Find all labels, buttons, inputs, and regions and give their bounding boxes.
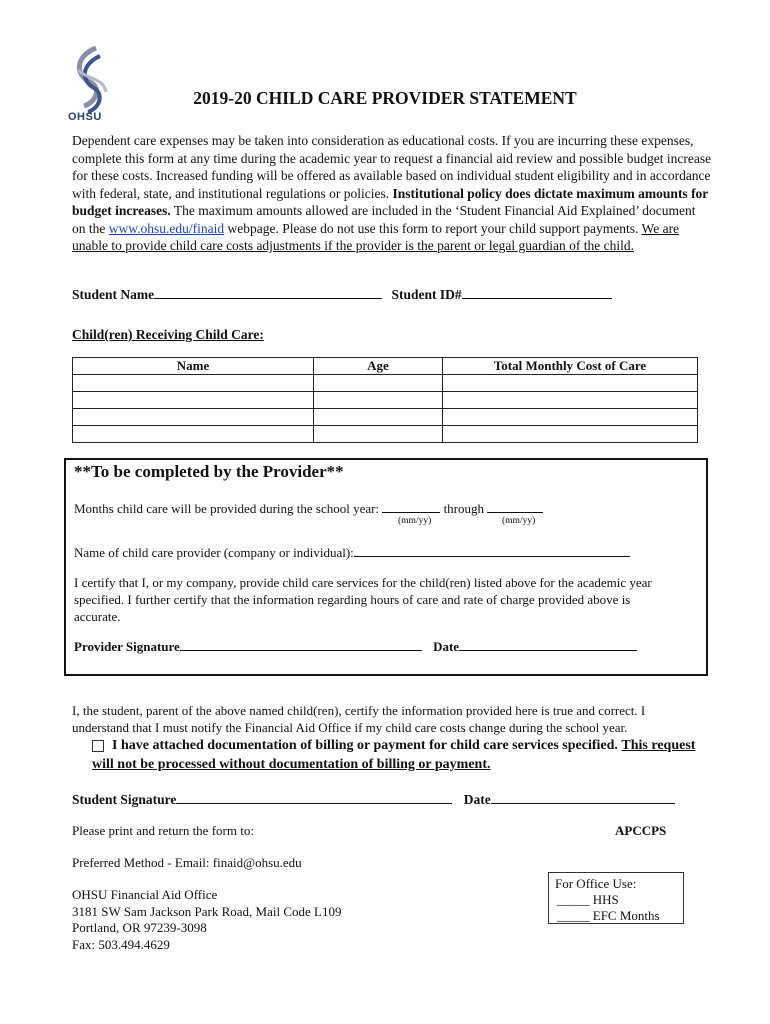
- student-signature-row: Student Signature Date: [72, 791, 675, 808]
- mailing-address: OHSU Financial Aid Office 3181 SW Sam Jackson Park Road, Mail Code L109 Portland, OR 97239-3098 Fax: 503.494.4629: [72, 887, 342, 952]
- return-label: Please print and return the form to:: [72, 823, 254, 838]
- months-from-field[interactable]: [382, 500, 440, 513]
- student-signature-field[interactable]: [176, 791, 452, 804]
- attach-checkbox[interactable]: [92, 740, 104, 752]
- col-cost: Total Monthly Cost of Care: [443, 358, 698, 375]
- intro-underlined: We are unable to provide child care costs adjustments if the provider is the parent or legal guardian of the child.: [72, 220, 680, 253]
- children-table: [72, 357, 698, 443]
- months-to-field[interactable]: [487, 500, 543, 513]
- provider-signature-field[interactable]: [180, 638, 422, 651]
- provider-name-field[interactable]: [354, 544, 630, 557]
- logo-text: OHSU: [68, 111, 102, 123]
- provider-certify: I certify that I, or my company, provide child care services for the child(ren) listed above for the academic year specified. I further certify that the information regarding hours of care and rate of charge provided above is accurate.: [74, 575, 652, 624]
- children-heading: Child(ren) Receiving Child Care:: [72, 327, 264, 342]
- office-use-box: For Office Use: _____ HHS _____ EFC Months: [548, 872, 684, 924]
- student-date-field[interactable]: [491, 791, 675, 804]
- mmyy-hint-1: (mm/yy): [398, 516, 432, 526]
- preferred-method: Preferred Method - Email: finaid@ohsu.edu: [72, 855, 302, 870]
- months-row: Months child care will be provided during the school year: through: [74, 500, 543, 517]
- col-name: Name: [73, 358, 314, 375]
- provider-date-field[interactable]: [459, 638, 637, 651]
- student-id-field[interactable]: [462, 286, 612, 299]
- table-row: [73, 375, 698, 392]
- provider-section: [64, 458, 708, 676]
- intro-bold: Institutional policy does dictate maximum amounts for budget increases.: [72, 185, 709, 218]
- finaid-link[interactable]: www.ohsu.edu/finaid: [108, 220, 225, 236]
- table-row: [73, 426, 698, 443]
- page-title: 2019-20 CHILD CARE PROVIDER STATEMENT: [193, 88, 577, 108]
- attach-row: I have attached documentation of billing or payment for child care services specified. This request will not be processed without documentation of billing or payment.: [92, 738, 696, 772]
- provider-signature-row: Provider Signature Date: [74, 638, 637, 655]
- intro-paragraph: Dependent care expenses may be taken into consideration as educational costs. If you are incurring these expenses, complete this form at any time during the academic year to request a financial aid review and possible budget increase for these costs. Increased funding will be offered as available based on individual student eligibility and in accordance with federal, state, and institutional regulations or policies. Institutional policy does dictate maximum amounts for budget increases. The maximum amounts allowed are included in the ‘Student Financial Aid Explained’ document on the www.ohsu.edu/finaid webpage. Please do not use this form to report your child support payments. We are unable to provide child care costs adjustments if the provider is the parent or legal guardian of the child.: [72, 133, 712, 253]
- provider-heading: **To be completed by the Provider**: [74, 462, 344, 481]
- student-name-row: Student Name Student ID#: [72, 286, 612, 303]
- student-certify: I, the student, parent of the above named child(ren), certify the information provided here is true and correct. I understand that I must notify the Financial Aid Office if my child care costs change during the school year.: [72, 703, 646, 735]
- col-age: Age: [314, 358, 443, 375]
- provider-name-row: Name of child care provider (company or individual):: [74, 544, 630, 561]
- table-row: [73, 409, 698, 426]
- apccps-label: APCCPS: [615, 823, 667, 838]
- student-name-field[interactable]: [154, 286, 382, 299]
- mmyy-hint-2: (mm/yy): [502, 516, 536, 526]
- table-row: [73, 392, 698, 409]
